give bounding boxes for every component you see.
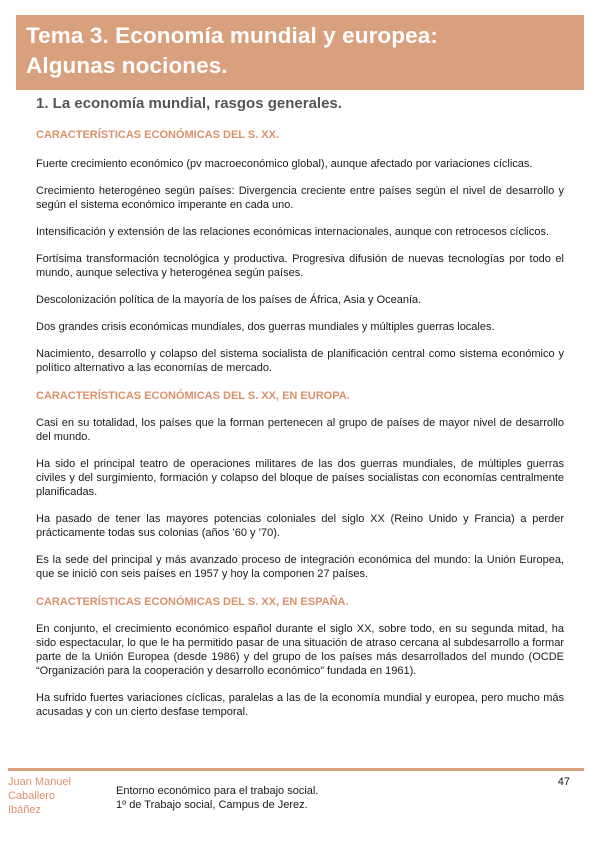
paragraph: Ha sufrido fuertes variaciones cíclicas, paralelas a las de la economía mundial y europea, pero mucho más acusadas y con un cierto desfase temporal. [36,692,564,718]
paragraph: En conjunto, el crecimiento económico español durante el siglo XX, sobre todo, en su segunda mitad, ha sido espectacular, lo que le ha permitido pasar de una situación de atraso cercana al subdesarrollo a formar parte de la Unión Europea (desde 1986) y del grupo de los países más desarrollados del mundo (OCDE “Organización para la cooperación y desarrollo económico” fundada en 1961). [36,623,564,677]
course-line: 1º de Trabajo social, Campus de Jerez. [116,798,308,811]
paragraph: Ha pasado de tener las mayores potencias coloniales del siglo XX (Reino Unido y Francia) a perder prácticamente todas sus colonias (años ’60 y ’70). [36,513,564,539]
paragraph: Casi en su totalidad, los países que la forman pertenecen al grupo de países de mayor nivel de desarrollo del mundo. [36,417,564,443]
block-heading: CARACTERÍSTICAS ECONÓMICAS DEL S. XX. [36,129,280,141]
page-title-line-1: Tema 3. Economía mundial y europea: [26,23,438,48]
document-body [36,128,564,719]
author-line: Ibáñez [8,804,42,816]
paragraph: Dos grandes crisis económicas mundiales, dos guerras mundiales y múltiples guerras locales. [36,321,495,333]
paragraph: Nacimiento, desarrollo y colapso del sistema socialista de planificación central como sistema económico y político alternativo a las economías de mercado. [36,348,564,374]
block-world-20th-century [36,128,564,375]
block-spain-20th-century [36,595,564,719]
block-heading: CARACTERÍSTICAS ECONÓMICAS DEL S. XX, EN ESPAÑA. [36,596,349,608]
author-line: Caballero [8,790,56,802]
footer-divider [8,768,584,771]
page-number: 47 [557,776,570,788]
page-title-line-2: Algunas nociones. [26,53,228,78]
paragraph: Crecimiento heterogéneo según países: Divergencia creciente entre países según el nivel de desarrollo y según el sistema económico imperante en cada uno. [36,185,564,211]
block-europe-20th-century [36,389,564,581]
author-line: Juan Manuel [8,776,71,788]
footer-author [8,775,98,817]
title-banner [16,15,584,90]
paragraph: Fuerte crecimiento económico (pv macroeconómico global), aunque afectado por variaciones cíclicas. [36,158,533,170]
paragraph: Es la sede del principal y más avanzado proceso de integración económica del mundo: la Unión Europea, que se inició con seis países en 1957 y hoy la componen 27 países. [36,554,564,580]
paragraph: Fortísima transformación tecnológica y productiva. Progresiva difusión de nuevas tecnologías por todo el mundo, aunque selectiva y heterogénea según países. [36,253,564,279]
block-heading: CARACTERÍSTICAS ECONÓMICAS DEL S. XX, EN EUROPA. [36,390,350,402]
paragraph: Ha sido el principal teatro de operaciones militares de las dos guerras mundiales, de múltiples guerras civiles y del surgimiento, formación y colapso del bloque de países socialistas con economías centralmente planificadas. [36,458,564,498]
paragraph: Descolonización política de la mayoría de los países de África, Asia y Oceanía. [36,294,422,306]
footer-course-info [116,785,436,812]
paragraph: Intensificación y extensión de las relaciones económicas internacionales, aunque con retrocesos cíclicos. [36,226,550,238]
course-line: Entorno económico para el trabajo social. [116,785,319,797]
section-title: 1. La economía mundial, rasgos generales. [36,95,342,112]
page-title [26,21,574,81]
